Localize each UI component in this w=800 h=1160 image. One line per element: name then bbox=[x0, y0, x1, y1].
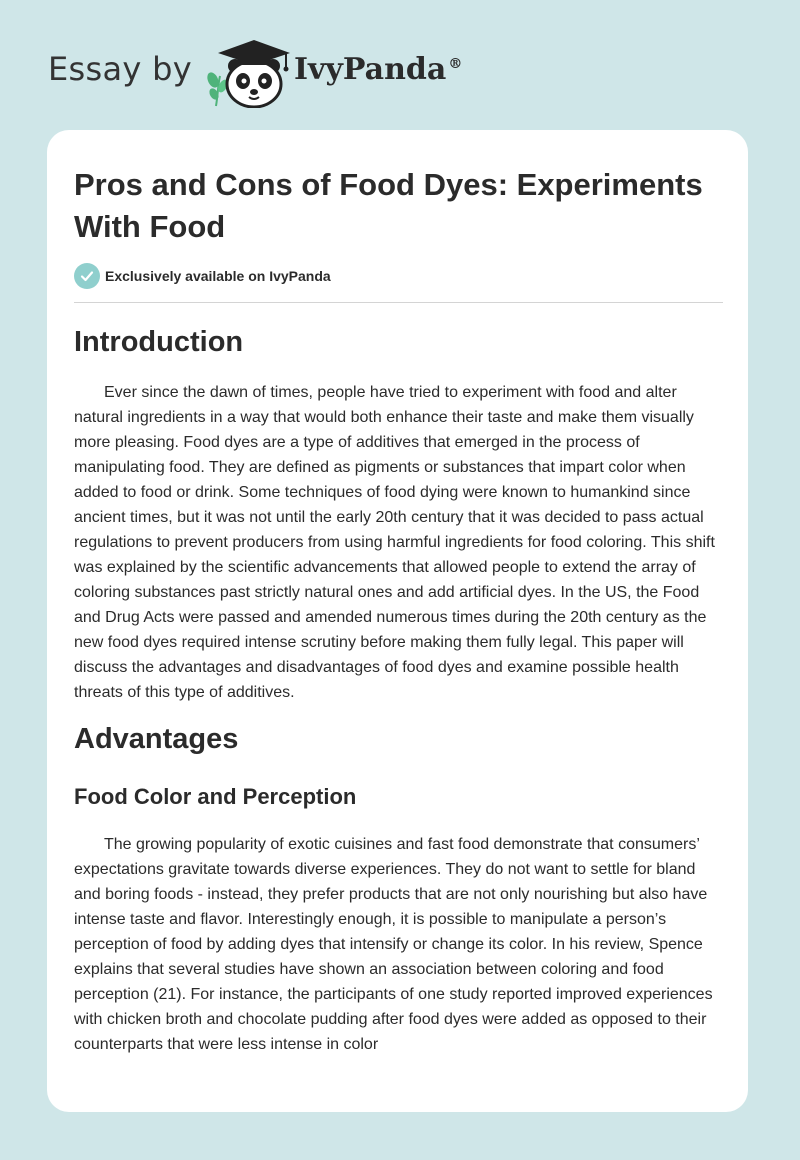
introduction-paragraph: Ever since the dawn of times, people have tried to experiment with food and alter natural ingredients in a way that would both enhance their taste and make them visually more pleasing. Food dyes are a type of additives that emerged in the process of manipulating food. They are defined as pigments or substances that impart color when added to food or drink. Some techniques of food dying were known to humankind since ancient times, but it was not until the early 20th century that it was decided to pass actual regulations to prevent producers from using harmful ingredients for food coloring. This shift was explained by the scientific advancements that allowed people to extend the array of coloring substances past strictly natural ones and add artificial dyes. In the US, the Food and Drug Acts were passed and amended numerous times during the 20th century as the new food dyes required intense scrutiny before making them fully legal. This paper will discuss the advantages and disadvantages of food dyes and examine possible health threats of this type of additives. bbox=[74, 384, 715, 701]
registered-mark: ® bbox=[448, 56, 463, 72]
panda-graduate-logo-icon[interactable] bbox=[202, 36, 298, 108]
essay-card bbox=[47, 130, 748, 1112]
check-circle-icon bbox=[74, 263, 100, 289]
subsection-heading-food-color: Food Color and Perception bbox=[74, 784, 357, 809]
badge-text: Exclusively available on IvyPanda bbox=[105, 268, 331, 284]
divider bbox=[74, 302, 723, 303]
essay-content bbox=[74, 325, 723, 1057]
page-title: Pros and Cons of Food Dyes: Experiments With Food bbox=[74, 167, 703, 244]
brand-header bbox=[48, 36, 488, 108]
food-color-paragraph: The growing popularity of exotic cuisines and fast food demonstrate that consumers’ expectations gravitate towards diverse experiences. They do not want to settle for bland and boring foods - instead, they prefer products that are not only nourishing but also have intense taste and flavor. Interestingly enough, it is possible to manipulate a person’s perception of food by adding dyes that intensify or change its color. In his review, Spence explains that several studies have shown an association between coloring and food perception (21). For instance, the participants of one study reported improved experiences with chicken broth and chocolate pudding after food dyes were added as opposed to their counterparts that were less intense in color bbox=[74, 836, 713, 1053]
section-heading-advantages: Advantages bbox=[74, 723, 239, 755]
exclusive-badge bbox=[74, 263, 331, 289]
brand-name-text: IvyPanda bbox=[294, 52, 447, 87]
brand-prefix: Essay by bbox=[48, 50, 192, 88]
section-heading-introduction: Introduction bbox=[74, 326, 244, 358]
brand-name[interactable] bbox=[294, 52, 462, 87]
